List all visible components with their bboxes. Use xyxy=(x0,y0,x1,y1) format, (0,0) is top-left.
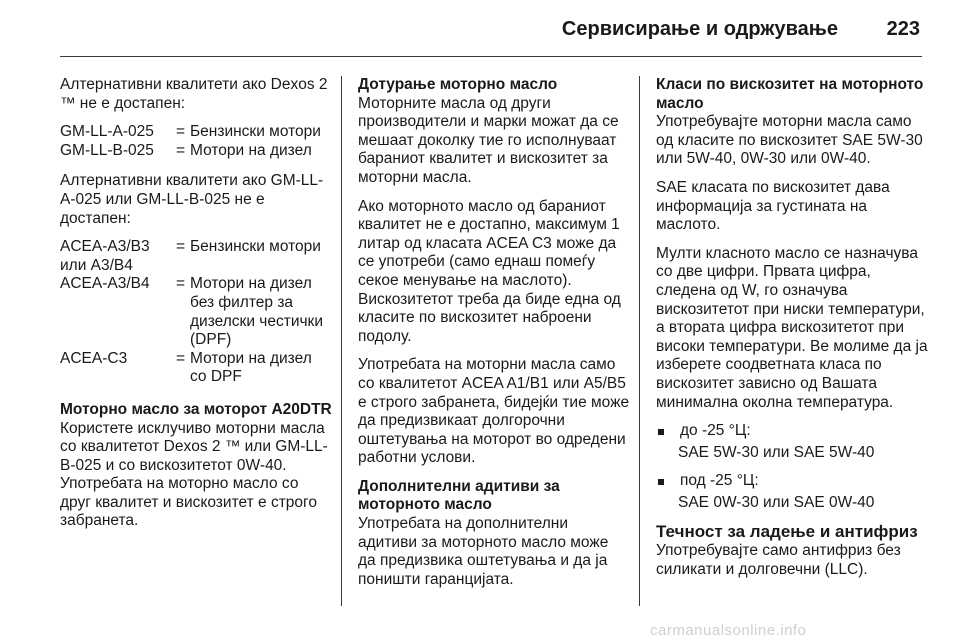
spec-table-1 xyxy=(60,123,332,160)
list-item xyxy=(656,422,928,441)
spec-desc: Бензински мотори xyxy=(190,123,321,141)
paragraph-coolant: Употребувајте само антифриз без силикати и долговечни (LLC). xyxy=(656,542,901,579)
column-3 xyxy=(656,76,928,590)
paragraph-a20dtr-oil: Користете исклучиво моторни масла со квалитетот Dexos 2 ™ или GM-LL-B-025 и со вискозитетот 0W-40. Употребата на моторно масло со друг квалитет и вискозитет е строго забранета. xyxy=(60,419,328,530)
spec-row xyxy=(60,350,332,387)
spec-code: ACEA-A3/B4 xyxy=(60,275,150,293)
spec-row xyxy=(60,275,332,349)
bullet-value: SAE 0W-30 или SAE 0W-40 xyxy=(678,493,875,511)
paragraph-multigrade: Мулти класното масло се назначува со две цифри. Првата цифра, следена од W, го означува вискозитетот при ниски температури, а втората цифра вискозитетот при високи температури. Ве молиме да ја изберете соодветната класа по вискозитет зависно од Вашата минимална околна температура. xyxy=(656,244,928,411)
paragraph-forbidden-qualities: Употребата на моторни масла само со квалитетот ACEA A1/B1 или A5/B5 е строго забранета, бидејќи тие може да предизвикаат долгорочни оштетувања на моторот во одредени работни услови. xyxy=(358,356,630,467)
spec-equals: = xyxy=(176,275,186,293)
column-1 xyxy=(60,76,332,541)
spec-equals: = xyxy=(176,349,186,367)
heading-viscosity-grades: Класи по вискозитет на моторното масло xyxy=(656,76,924,112)
bullet-label: до -25 °Ц: xyxy=(680,422,751,440)
list-item xyxy=(656,472,928,491)
heading-coolant-antifreeze: Течност за ладење и антифриз xyxy=(656,522,918,542)
paragraph-sae-grades: Употребувајте моторни масла само од класите по вискозитет SAE 5W-30 или 5W-40, 0W-30 или 0W-40. xyxy=(656,113,923,168)
spec-desc: Мотори на дизел со DPF xyxy=(190,349,312,386)
heading-a20dtr-oil: Моторно масло за моторот A20DTR xyxy=(60,400,332,418)
spec-code: ACEA-C3 xyxy=(60,349,128,367)
page-number: 223 xyxy=(886,18,920,40)
heading-oil-additives: Дополнителни адитиви за моторното масло xyxy=(358,477,560,514)
spec-code: GM-LL-A-025 xyxy=(60,123,154,141)
bullet-value: SAE 5W-30 или SAE 5W-40 xyxy=(678,443,875,461)
bullet-square-icon xyxy=(656,422,680,441)
paragraph-sae-info: SAE класата по вискозитет дава информација за густината на маслото. xyxy=(656,178,890,234)
column-divider-2 xyxy=(639,76,640,606)
page-header xyxy=(0,0,960,56)
spec-row xyxy=(60,142,332,161)
paragraph-mixing-oils: Моторните масла од други производители и марки можат да се мешаат доколку тие го исполнуваат бараниот квалитет и вискозитет за моторни масла. xyxy=(358,94,619,186)
header-rule xyxy=(60,56,922,57)
bullet-label: под -25 °Ц: xyxy=(680,472,759,490)
spec-desc: Мотори на дизел без филтер за дизелски честички (DPF) xyxy=(190,275,323,349)
spec-desc: Бензински мотори xyxy=(190,238,321,256)
watermark-text: carmanualsonline.info xyxy=(650,622,807,639)
paragraph-acea-c3: Ако моторното масло од бараниот квалитет не е достапно, максимум 1 литар од класата ACEA C3 може да се употреби (само еднаш помеѓу секое менување на маслото). Вискозитетот треба да биде една од класите по вискозитет наброени подолу. xyxy=(358,197,621,345)
heading-topping-up-oil: Дотурање моторно масло xyxy=(358,76,558,93)
spec-code: ACEA-A3/B3 или A3/B4 xyxy=(60,238,150,274)
column-2 xyxy=(358,76,630,599)
bullet-square-icon xyxy=(656,472,680,491)
paragraph-oil-additives: Употребата на дополнителни адитиви за моторното масло може да предизвика оштетувања и да ја поништи гаранцијата. xyxy=(358,515,609,588)
spec-equals: = xyxy=(176,238,186,256)
spec-equals: = xyxy=(176,123,186,141)
spec-table-2 xyxy=(60,238,332,387)
spec-code: GM-LL-B-025 xyxy=(60,141,154,159)
paragraph-alt-qualities-2: Алтернативни квалитети ако GM-LL-A-025 или GM-LL-B-025 не е достапен: xyxy=(60,172,324,227)
paragraph-alt-qualities-1: Алтернативни квалитети ако Dexos 2 ™ не е достапен: xyxy=(60,76,328,112)
spec-row xyxy=(60,238,332,275)
page-title: Сервисирање и одржување xyxy=(561,18,838,40)
spec-row xyxy=(60,123,332,142)
spec-equals: = xyxy=(176,141,186,159)
spec-desc: Мотори на дизел xyxy=(190,141,312,159)
column-divider-1 xyxy=(341,76,342,606)
